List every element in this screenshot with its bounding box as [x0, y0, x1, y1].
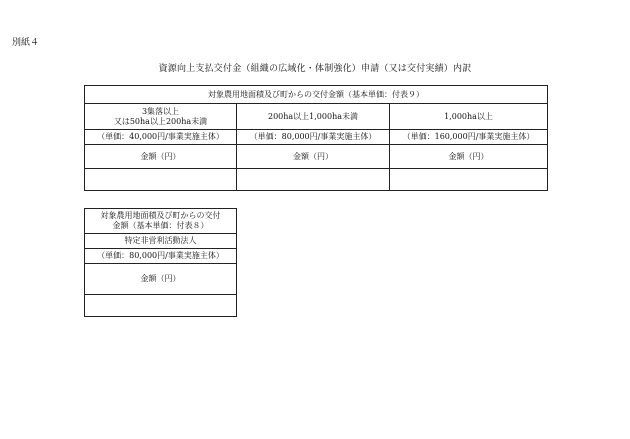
- unit-price-cell: （単価：80,000円/事業実施主体）: [85, 249, 237, 264]
- table2-header-line1: 対象農用地面積及び町からの交付: [100, 211, 221, 220]
- category-cell: [85, 104, 237, 130]
- unit-price-cell: （単価：160,000円/事業実施主体）: [390, 130, 548, 145]
- amount-value-cell[interactable]: [237, 169, 390, 191]
- amount-label-cell: 金額（円）: [390, 145, 548, 169]
- category-label: 3集落以上: [141, 106, 180, 116]
- category-cell: 特定非営利活動法人: [85, 234, 237, 249]
- table2-header-line2: 金額（基本単価：付表８）: [112, 221, 209, 230]
- subsidy-table-npo: [84, 208, 237, 317]
- unit-price-cell: （単価：80,000円/事業実施主体）: [237, 130, 390, 145]
- amount-label-cell: 金額（円）: [85, 264, 237, 295]
- page-label: 別紙４: [12, 38, 40, 48]
- category-label-line2: 又は50ha以上200ha未満: [113, 116, 208, 126]
- document-title: 資源向上支払交付金（組織の広域化・体制強化）申請（又は交付実績）内訳: [158, 64, 472, 74]
- amount-value-cell[interactable]: [85, 169, 237, 191]
- amount-label-cell: 金額（円）: [237, 145, 390, 169]
- table2-header: [85, 209, 237, 234]
- amount-value-cell[interactable]: [390, 169, 548, 191]
- category-cell: 1,000ha以上: [390, 104, 548, 130]
- amount-label-cell: 金額（円）: [85, 145, 237, 169]
- table1-header: 対象農用地面積及び町からの交付金額（基本単価：付表９）: [85, 86, 548, 104]
- amount-value-cell[interactable]: [85, 295, 237, 317]
- category-cell: 200ha以上1,000ha未満: [237, 104, 390, 130]
- unit-price-cell: （単価：40,000円/事業実施主体）: [85, 130, 237, 145]
- subsidy-table-by-area: [84, 85, 548, 191]
